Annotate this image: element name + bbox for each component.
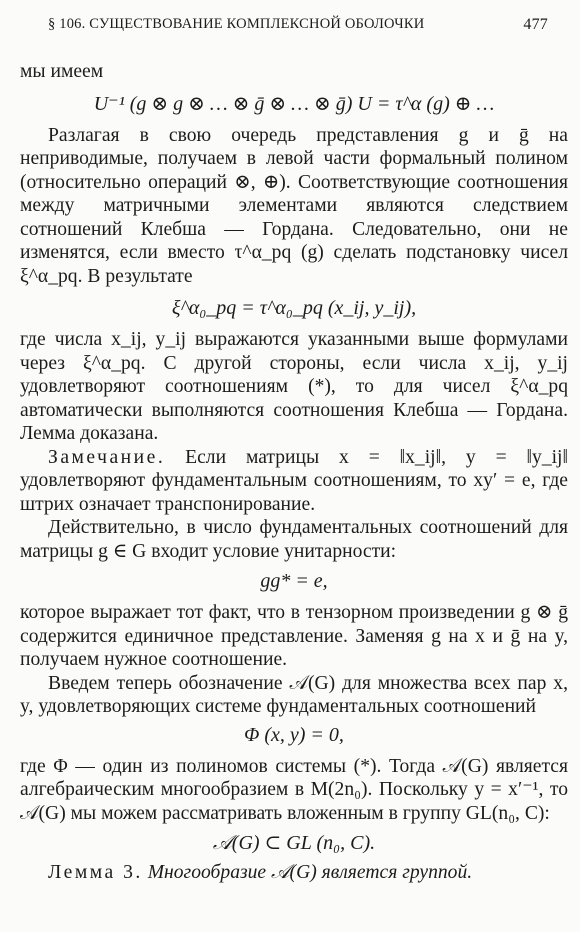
page-number: 477: [523, 16, 548, 33]
formula-2: ξ^α₀_pq = τ^α₀_pq (x_ij, y_ij),: [171, 297, 417, 319]
paragraph-5: которое выражает тот факт, что в тензорном произведении g ⊗ ḡ содержится единичное представление. Заменяя g на x и ḡ на y, получаем нужное соотношение.: [20, 602, 568, 670]
running-header: [48, 16, 548, 38]
remark-text: Если матрицы x = ‖x_ij‖, y = ‖y_ij‖ удовлетворяют фундаментальным соотношениям, то xy′ = e, где штрих означает транспонирование.: [20, 446, 568, 515]
remark-label: Замечание.: [48, 446, 166, 468]
paragraph-1: Разлагая в свою очередь представления g и ḡ на неприводимые, получаем в левой части формальный полином (относительно операций ⊗, ⊕). Соответствующие соотношения между матричными элементами являются следствием сотношений Клебша — Гордана. Следовательно, они не изменятся, если вместо τ^α_pq (g) сделать подстановку чисел ξ^α_pq. В результате: [20, 124, 568, 287]
paragraph-2: где числа x_ij, y_ij выражаются указанными выше формулами через ξ^α_pq. С другой стороны, если числа x_ij, y_ij удовлетворяют соотношениям (*), то для чисел ξ^α_pq автоматически выполняются соотношения Клебша — Гордана. Лемма доказана.: [20, 329, 568, 444]
section-title: § 106. СУЩЕСТВОВАНИЕ КОМПЛЕКСНОЙ ОБОЛОЧКИ: [48, 16, 425, 32]
remark-paragraph: [20, 446, 568, 517]
lemma-text: Многообразие 𝒜(G) является группой.: [147, 862, 473, 883]
lemma-label: Лемма 3.: [48, 862, 143, 883]
formula-1: U⁻¹ (g ⊗ g ⊗ … ⊗ ḡ ⊗ … ⊗ ḡ) U = τ^α (g) ⊕ …: [93, 92, 495, 115]
lemma-statement: [20, 861, 568, 885]
formula-3: gg* = e,: [260, 570, 328, 592]
paragraph-6: Введем теперь обозначение 𝒜(G) для множества всех пар x, y, удовлетворяющих системе фундаментальных соотношений: [20, 672, 568, 717]
paragraph-4: Действительно, в число фундаментальных соотношений для матрицы g ∈ G входит условие унитарности:: [20, 517, 568, 562]
page-body: [20, 60, 568, 885]
formula-4: Φ (x, y) = 0,: [244, 723, 344, 746]
formula-5: 𝒜(G) ⊂ GL (n₀, C).: [212, 832, 376, 854]
paragraph-7: где Φ — один из полиномов системы (*). Тогда 𝒜(G) является алгебраическим многообразием в M(2n₀). Поскольку y = x′⁻¹, то 𝒜(G) мы можем рассматривать вложенным в группу GL(n₀, C):: [20, 755, 568, 824]
intro-line: мы имеем: [20, 61, 104, 82]
